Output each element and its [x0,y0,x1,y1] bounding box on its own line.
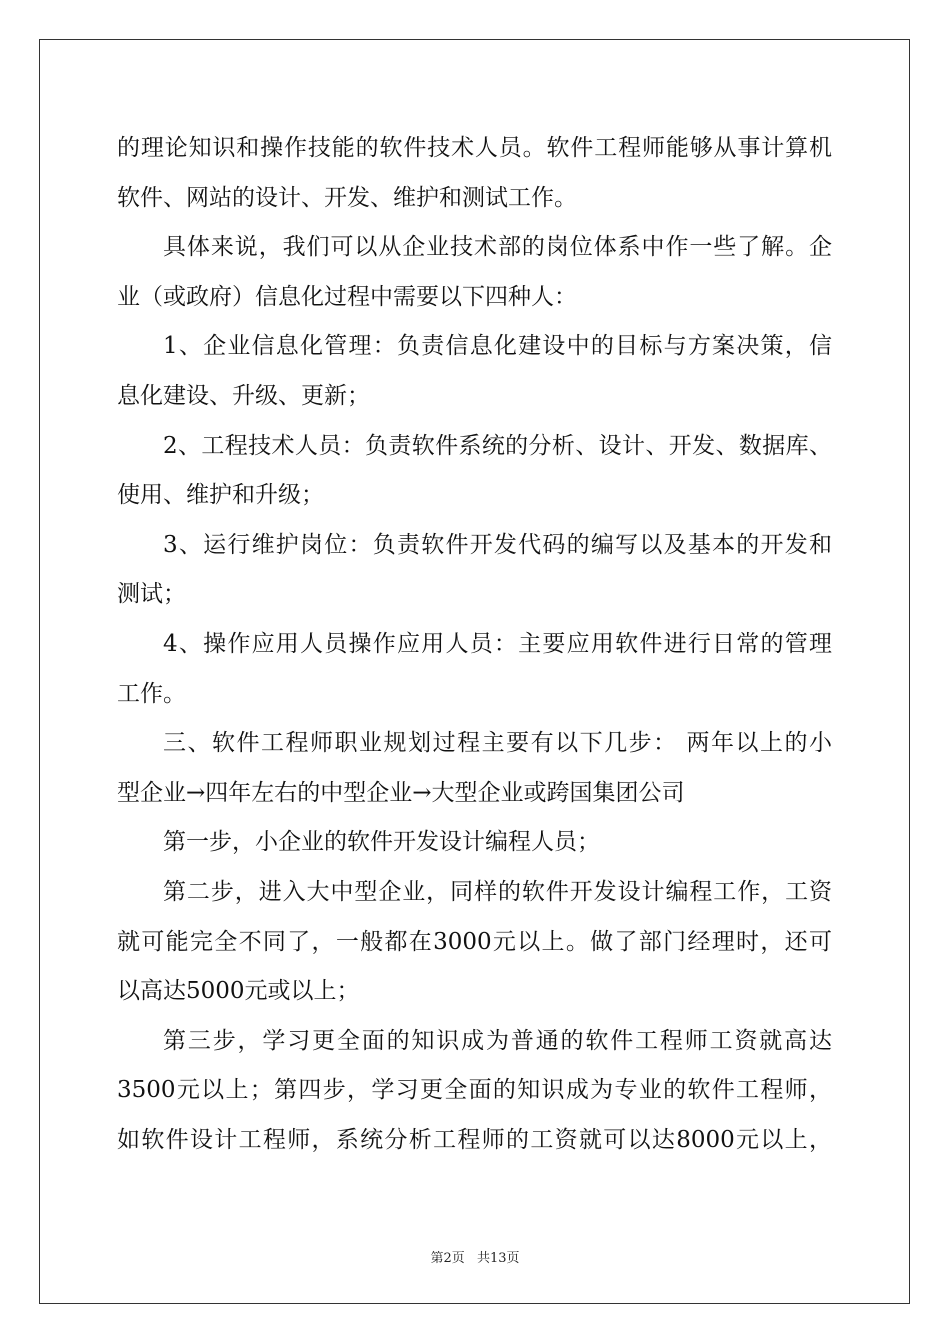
page-number: 第2页 [430,1251,465,1266]
text-line: 软件、网站的设计、开发、维护和测试工作。 [117,184,577,211]
text-line: 业（或政府）信息化过程中需要以下四种人： [117,283,577,310]
text-line: 具体来说，我们可以从企业技术部的岗位体系中作一些了解。企 [163,234,832,261]
text-line: 的理论知识和操作技能的软件技术人员。软件工程师能够从事计算机 [117,135,832,161]
page-footer [0,1247,950,1266]
page-total: 共13页 [476,1251,520,1266]
document-body [117,124,832,1165]
text-line: 第二步，进入大中型企业，同样的软件开发设计编程工作，工资 [163,878,832,905]
text-line: 如软件设计工程师，系统分析工程师的工资就可以达8000元以上， [117,1126,832,1153]
text-line: 以高达5000元或以上； [117,978,360,1005]
text-line: 型企业→四年左右的中型企业→大型企业或跨国集团公司 [117,779,685,806]
text-line: 第三步，学习更全面的知识成为普通的软件工程师工资就高达 [163,1027,832,1054]
text-line: 3、运行维护岗位：负责软件开发代码的编写以及基本的开发和 [163,531,832,558]
text-line: 2、工程技术人员：负责软件系统的分析、设计、开发、数据库、 [163,432,832,459]
text-line: 3500元以上；第四步，学习更全面的知识成为专业的软件工程师， [117,1077,832,1104]
text-line: 测试； [117,581,186,608]
text-line: 第一步，小企业的软件开发设计编程人员； [163,829,600,856]
text-line: 三、软件工程师职业规划过程主要有以下几步： 两年以上的小 [163,730,832,757]
text-line: 工作。 [117,680,186,707]
text-line: 4、操作应用人员操作应用人员：主要应用软件进行日常的管理 [163,630,832,657]
text-line: 使用、维护和升级； [117,482,324,509]
text-line: 1、企业信息化管理：负责信息化建设中的目标与方案决策，信 [163,333,832,360]
text-line: 息化建设、升级、更新； [117,382,370,409]
text-line: 就可能完全不同了，一般都在3000元以上。做了部门经理时，还可 [117,928,832,955]
